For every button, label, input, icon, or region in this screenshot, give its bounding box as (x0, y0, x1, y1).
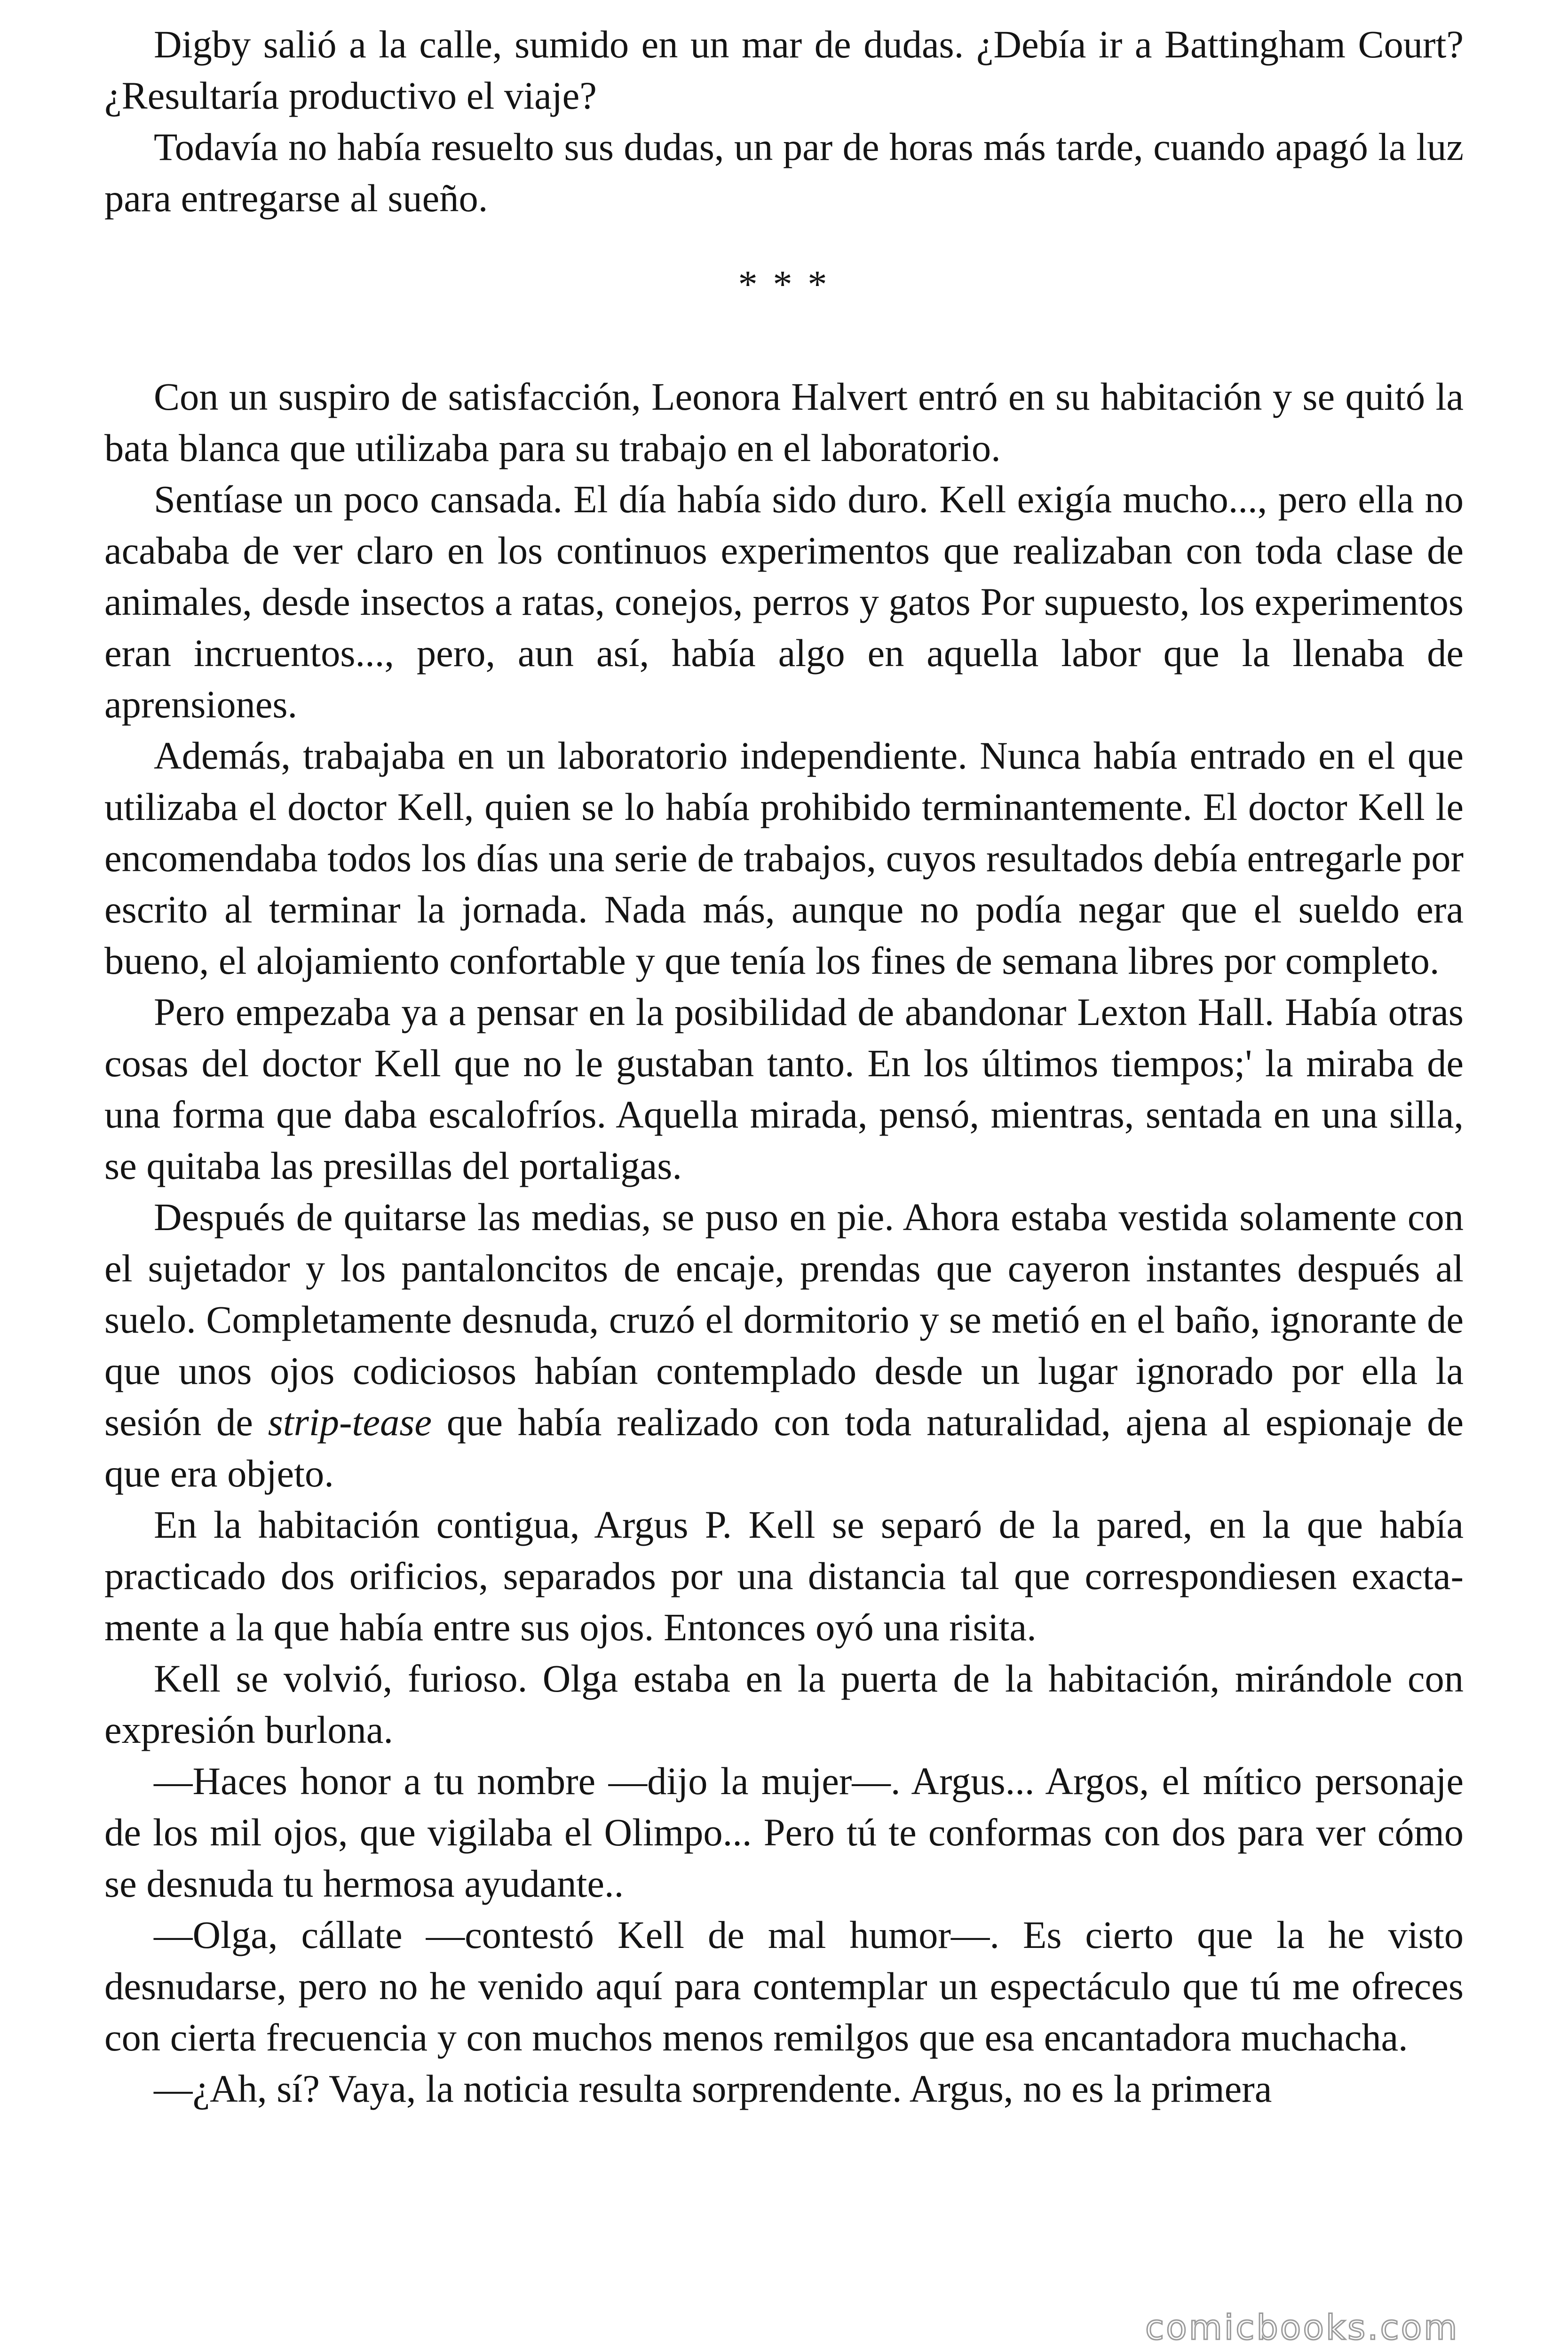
paragraph-1: Digby salió a la calle, sumido en un mar de dudas. ¿Debía ir a Battingham Court? ¿Resultaría productivo el viaje? (104, 23, 1464, 117)
paragraph-10: —Haces honor a tu nombre —dijo la mujer—. Argus... Argos, el mítico personaje de los mil ojos, que vigilaba el Olimpo... Pero tú te conformas con dos para ver cómo se desnuda tu hermosa ayudante.. (104, 1759, 1464, 1905)
paragraph-6: Pero empezaba ya a pensar en la posibilidad de abandonar Lexton Hall. Había otras cosas del doctor Kell que no le gustaban tanto. En los últimos tiempos;' la miraba de una forma que daba escalofríos. Aquella mirada, pensó, mientras, sentada en una silla, se quitaba las presillas del portaligas. (104, 990, 1464, 1187)
paragraph-7 (104, 1192, 1464, 1499)
paragraph-5: Además, trabajaba en un laboratorio independiente. Nunca había entrado en el que utilizaba el doctor Kell, quien se lo había prohibido terminantemente. El doctor Kell le encomendaba todos los días una serie de trabajos, cuyos resultados debía entregarle por escrito al terminar la jornada. Nada más, aunque no podía negar que el sueldo era bueno, el alojamiento confortable y que tenía los fines de semana libres por completo. (104, 734, 1464, 982)
section-separator: * * * (738, 262, 830, 306)
paragraph-2: Todavía no había resuelto sus dudas, un par de horas más tarde, cuando apagó la luz para entregarse al sueño. (104, 125, 1464, 220)
paragraph-3: Con un suspiro de satisfacción, Leonora Halvert entró en su habitación y se quitó la bata blanca que utilizaba para su trabajo en el laboratorio. (104, 375, 1464, 469)
paragraph-7-text-before: Después de quitarse las medias, se puso en pie. Ahora estaba vestida solamente con el sujetador y los pantaloncitos de encaje, prendas que cayeron instantes después al suelo. Completamente desnuda, cruzó el dormitorio y se metió en el baño, ignorante de que unos ojos codiciosos habían contemplado desde un lugar ignorado por ella la sesión de (104, 1195, 1464, 1444)
paragraph-8: En la habitación contigua, Argus P. Kell se separó de la pared, en la que había practicado dos orificios, separados por una distancia tal que correspondiesen exacta-mente a la que había entre sus ojos. Entonces oyó una risita. (104, 1503, 1464, 1649)
watermark (1145, 2307, 1517, 2349)
paragraph-11: —Olga, cállate —contestó Kell de mal humor—. Es cierto que la he visto desnudarse, pero no he venido aquí para contemplar un espectáculo que tú me ofreces con cierta frecuencia y con muchos menos remilgos que esa encantadora muchacha. (104, 1913, 1464, 2059)
paragraph-9: Kell se volvió, furioso. Olga estaba en la puerta de la habitación, mirándole con expresión burlona. (104, 1657, 1464, 1751)
paragraph-7-italic-term: strip-tease (268, 1400, 432, 1444)
paragraph-7-text-after: que había realizado con toda naturalidad, ajena al espionaje de que era objeto. (104, 1400, 1464, 1495)
book-page (104, 19, 1464, 2114)
paragraph-12: —¿Ah, sí? Vaya, la noticia resulta sorprendente. Argus, no es la primera (154, 2067, 1272, 2110)
paragraph-4: Sentíase un poco cansada. El día había sido duro. Kell exigía mucho..., pero ella no acababa de ver claro en los continuos experimentos que realizaban con toda clase de animales, desde insectos a ratas, conejos, perros y gatos Por supuesto, los experimentos eran incruentos..., pero, aun así, había algo en aquella labor que la llenaba de aprensiones. (104, 477, 1464, 726)
watermark-text: comicbooks.com (1145, 2308, 1459, 2348)
